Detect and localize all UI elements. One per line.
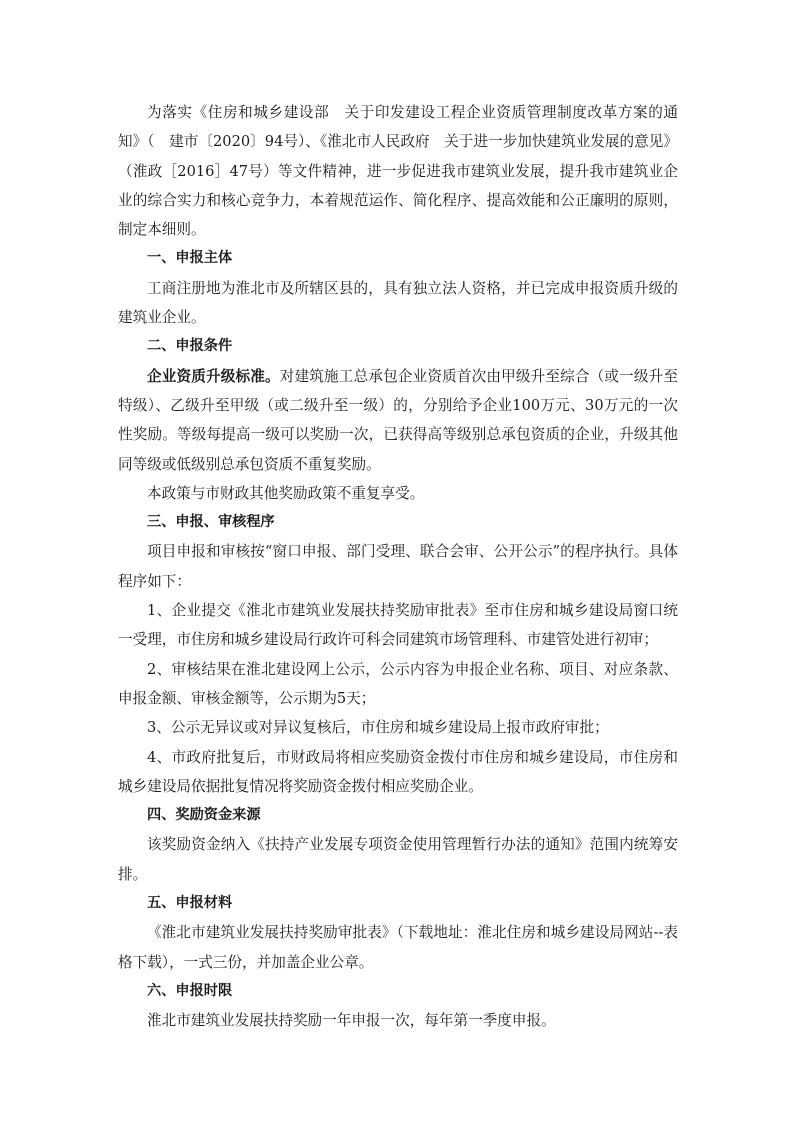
section-3-intro: 项目申报和审核按“窗口申报、部门受理、联合会审、公开公示”的程序执行。具体程序如下： [118,543,678,590]
document-body [118,98,678,1036]
section-3-item-4: 4、市政府批复后，市财政局将相应奖励资金拨付市住房和城乡建设局，市住房和城乡建设局依据批复情况将奖励资金拨付相应奖励企业。 [118,748,678,795]
section-2-body-text: 对建筑施工总承包企业资质首次由甲级升至综合（或一级升至特级）、乙级升至甲级（或二级升至一级）的，分别给予企业100万元、30万元的一次性奖励。等级每提高一级可以奖励一次，已获得高等级别总承包资质的企业，升级其他同等级或低级别总承包资质不重复奖励。 [118,367,678,473]
section-5-heading: 五、申报材料 [147,895,233,912]
section-2-body [118,362,678,479]
section-6-heading: 六、申报时限 [147,982,233,999]
section-5-body: 《淮北市建筑业发展扶持奖励审批表》（下载地址：淮北住房和城乡建设局网站--表格下载），一式三份，并加盖企业公章。 [118,924,678,971]
section-3-item-1: 1、企业提交《淮北市建筑业发展扶持奖励审批表》至市住房和城乡建设局窗口统一受理，市住房和城乡建设局行政许可科会同建筑市场管理科、市建管处进行初审； [118,602,678,649]
section-1-body: 工商注册地为淮北市及所辖区县的，具有独立法人资格，并已完成申报资质升级的建筑业企业。 [118,279,678,327]
section-2-lead: 企业资质升级标准。 [147,367,280,385]
section-1-heading: 一、申报主体 [147,250,233,267]
section-3-item-3: 3、公示无异议或对异议复核后，市住房和城乡建设局上报市政府审批； [147,719,609,737]
section-2-heading: 二、申报条件 [147,338,233,355]
section-6-body: 淮北市建筑业发展扶持奖励一年申报一次，每年第一季度申报。 [147,1012,556,1030]
section-3-item-2: 2、审核结果在淮北建设网上公示，公示内容为申报企业名称、项目、对应条款、申报金额、审核金额等，公示期为5天； [118,660,678,707]
section-2-note: 本政策与市财政其他奖励政策不重复享受。 [147,484,425,502]
section-3-heading: 三、申报、审核程序 [147,514,275,531]
intro-paragraph: 为落实《住房和城乡建设部 关于印发建设工程企业资质管理制度改革方案的通知》（ 建市〔2020〕94号）、《淮北市人民政府 关于进一步加快建筑业发展的意见》（淮政［2016］47号）等文件精神，进一步促进我市建筑业发展，提升我市建筑业企业的综合实力和核心竞争力，本着规范运作、简化程序、提高效能和公正廉明的原则，制定本细则。 [118,104,678,239]
section-4-body: 该奖励资金纳入《扶持产业发展专项资金使用管理暂行办法的通知》范围内统筹安排。 [118,836,678,883]
section-4-heading: 四、奖励资金来源 [147,807,261,824]
